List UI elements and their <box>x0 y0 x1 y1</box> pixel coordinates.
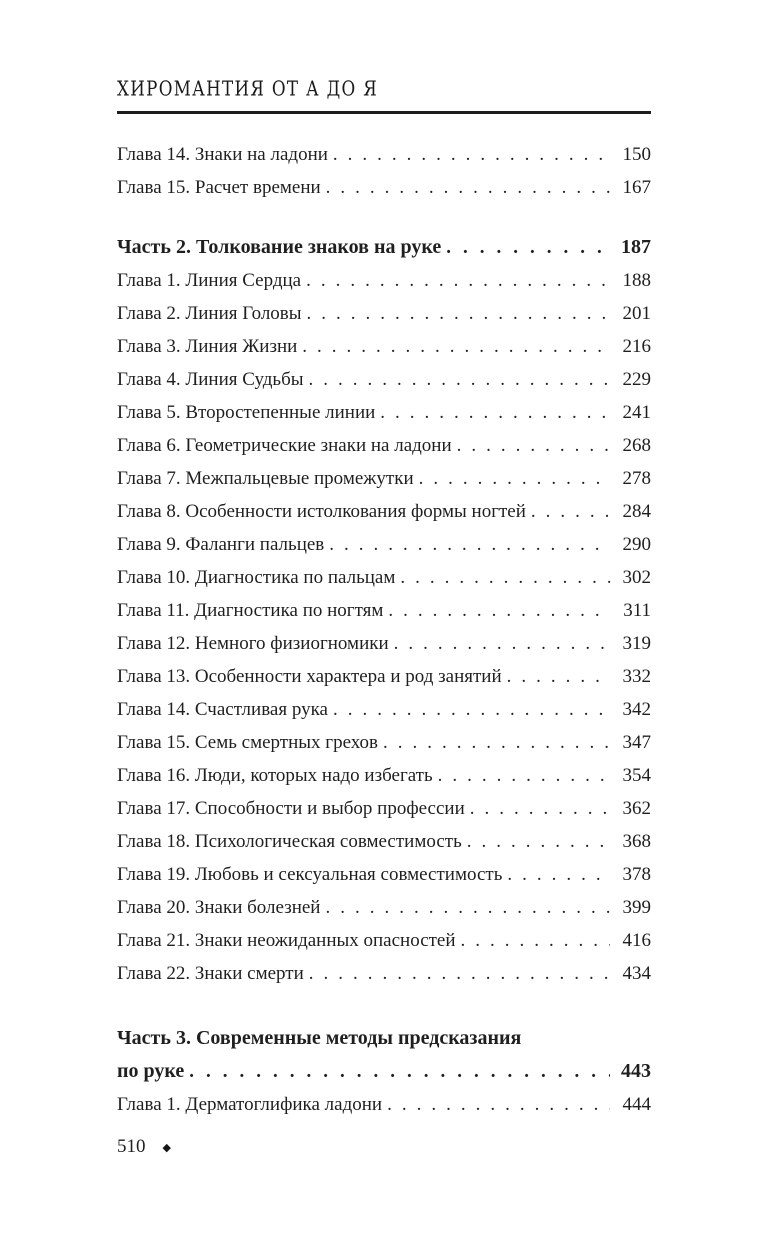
page-content <box>117 78 651 1121</box>
toc-entry-label: Глава 1. Линия Сердца <box>117 270 302 291</box>
toc-entry-page: 319 <box>622 633 651 654</box>
toc-entry-page: 229 <box>622 369 651 390</box>
toc-leader-dots <box>446 231 610 264</box>
toc-entry-page: 216 <box>622 336 651 357</box>
toc-entry-page: 342 <box>622 699 651 720</box>
toc-leader-dots <box>307 297 610 330</box>
toc-entry <box>117 297 651 330</box>
toc-entry-page: 150 <box>622 144 651 165</box>
toc-entry <box>117 594 651 627</box>
toc-entry-page: 302 <box>622 567 651 588</box>
toc-leader-dots <box>507 660 610 693</box>
toc-entry <box>117 858 651 891</box>
toc-entry-page: 444 <box>622 1094 651 1115</box>
toc-entry-page: 416 <box>622 930 651 951</box>
toc-leader-dots <box>302 330 610 363</box>
toc-entry-label: Глава 8. Особенности истолкования формы ногтей <box>117 501 526 522</box>
toc-leader-dots <box>329 528 610 561</box>
toc-leader-dots <box>333 693 610 726</box>
toc-entry-page: 399 <box>622 897 651 918</box>
toc-leader-dots <box>387 1088 610 1121</box>
toc-entry <box>117 138 651 171</box>
toc-entry-page: 362 <box>622 798 651 819</box>
toc-entry-label: Глава 10. Диагностика по пальцам <box>117 567 396 588</box>
toc-entry-label: Глава 7. Межпальцевые промежутки <box>117 468 414 489</box>
toc-leader-dots <box>189 1055 610 1088</box>
toc-entry-page: 378 <box>622 864 651 885</box>
toc-entry-label: Глава 5. Второстепенные линии <box>117 402 376 423</box>
toc-entry-label: по руке <box>117 1060 185 1082</box>
toc-entry-label: Глава 21. Знаки неожиданных опасностей <box>117 930 456 951</box>
toc-entry-page: 187 <box>621 236 651 258</box>
toc-leader-dots <box>394 627 610 660</box>
toc-entry-label: Глава 6. Геометрические знаки на ладони <box>117 435 452 456</box>
header-rule <box>117 111 651 114</box>
toc-entry-label: Глава 17. Способности и выбор профессии <box>117 798 465 819</box>
toc-entry <box>117 561 651 594</box>
toc-entry <box>117 264 651 297</box>
toc-entry-label: Глава 11. Диагностика по ногтям <box>117 600 384 621</box>
toc-entry-label: Глава 12. Немного физиогномики <box>117 633 389 654</box>
toc-entry <box>117 957 651 990</box>
toc-entry <box>117 231 651 264</box>
toc-entry-page: 311 <box>623 600 651 621</box>
toc-entry-page: 268 <box>622 435 651 456</box>
toc-entry <box>117 429 651 462</box>
toc-leader-dots <box>438 759 610 792</box>
toc-entry <box>117 528 651 561</box>
toc-entry-label: Глава 19. Любовь и сексуальная совместимость <box>117 864 503 885</box>
toc-entry-label: Глава 3. Линия Жизни <box>117 336 298 357</box>
toc-list <box>117 138 651 1121</box>
toc-entry <box>117 330 651 363</box>
toc-leader-dots <box>461 924 610 957</box>
toc-entry-label: Глава 9. Фаланги пальцев <box>117 534 325 555</box>
toc-entry <box>117 627 651 660</box>
toc-entry-page: 241 <box>622 402 651 423</box>
toc-entry-page: 278 <box>622 468 651 489</box>
toc-entry-page: 290 <box>622 534 651 555</box>
toc-leader-dots <box>470 792 610 825</box>
footer-page-number: 510 <box>117 1136 146 1157</box>
toc-entry <box>117 825 651 858</box>
toc-entry-label: Глава 15. Семь смертных грехов <box>117 732 378 753</box>
toc-entry <box>117 792 651 825</box>
toc-leader-dots <box>388 594 610 627</box>
running-head-title: ХИРОМАНТИЯ ОТ А ДО Я <box>117 77 379 101</box>
toc-entry <box>117 396 651 429</box>
toc-entry-label: Глава 2. Линия Головы <box>117 303 302 324</box>
toc-leader-dots <box>333 138 610 171</box>
toc-leader-dots <box>306 264 610 297</box>
toc-entry <box>117 363 651 396</box>
toc-leader-dots <box>383 726 610 759</box>
toc-entry-page: 368 <box>622 831 651 852</box>
toc-entry-label: Глава 4. Линия Судьбы <box>117 369 304 390</box>
diamond-icon: ◆ <box>162 1141 171 1154</box>
toc-leader-dots <box>326 171 610 204</box>
toc-entry <box>117 1022 651 1088</box>
toc-entry <box>117 660 651 693</box>
toc-entry <box>117 171 651 204</box>
toc-leader-dots <box>325 891 610 924</box>
toc-entry-label: Глава 18. Психологическая совместимость <box>117 831 462 852</box>
toc-entry-page: 201 <box>622 303 651 324</box>
toc-entry <box>117 891 651 924</box>
toc-entry-page: 347 <box>622 732 651 753</box>
toc-leader-dots <box>531 495 610 528</box>
toc-entry-label: Часть 2. Толкование знаков на руке <box>117 236 442 258</box>
toc-entry-label: Глава 16. Люди, которых надо избегать <box>117 765 433 786</box>
toc-entry-page: 284 <box>622 501 651 522</box>
toc-entry-page: 188 <box>622 270 651 291</box>
toc-entry-label: Глава 14. Счастливая рука <box>117 699 328 720</box>
toc-leader-dots <box>419 462 610 495</box>
toc-leader-dots <box>457 429 610 462</box>
toc-entry <box>117 924 651 957</box>
toc-entry-label: Глава 20. Знаки болезней <box>117 897 321 918</box>
toc-leader-dots <box>400 561 610 594</box>
toc-leader-dots <box>309 957 610 990</box>
toc-entry <box>117 726 651 759</box>
toc-leader-dots <box>467 825 610 858</box>
toc-entry-label-line1: Часть 3. Современные методы предсказания <box>117 1027 522 1049</box>
toc-entry-page: 354 <box>622 765 651 786</box>
toc-entry-label: Глава 15. Расчет времени <box>117 177 321 198</box>
page-footer <box>117 1136 171 1158</box>
toc-entry <box>117 1088 651 1121</box>
toc-entry-page: 332 <box>622 666 651 687</box>
toc-entry-page: 443 <box>621 1060 651 1082</box>
toc-entry-page: 167 <box>622 177 651 198</box>
toc-entry <box>117 693 651 726</box>
toc-entry <box>117 462 651 495</box>
toc-entry-label: Глава 14. Знаки на ладони <box>117 144 328 165</box>
toc-leader-dots <box>507 858 610 891</box>
toc-entry-label: Глава 22. Знаки смерти <box>117 963 304 984</box>
toc-entry-page: 434 <box>622 963 651 984</box>
toc-entry <box>117 759 651 792</box>
toc-entry-label: Глава 13. Особенности характера и род занятий <box>117 666 502 687</box>
toc-entry <box>117 495 651 528</box>
toc-leader-dots <box>380 396 610 429</box>
toc-leader-dots <box>309 363 610 396</box>
toc-entry-label: Глава 1. Дерматоглифика ладони <box>117 1094 383 1115</box>
